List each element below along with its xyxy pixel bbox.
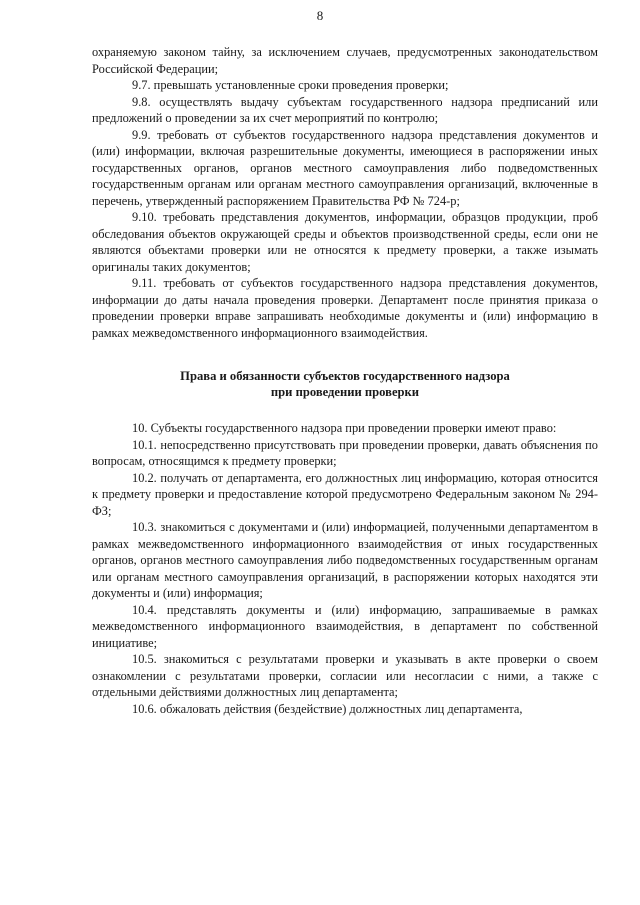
paragraph-10-5: 10.5. знакомиться с результатами проверки и указывать в акте проверки о своем ознакомлении с результатами проверки, согласии или несогласии с ними, а также с отдельными действиями должностных лиц департамента; bbox=[92, 652, 598, 699]
paragraph-10-2: 10.2. получать от департамента, его должностных лиц информацию, которая относится к предмету проверки и предоставление которой предусмотрено Федеральным законом № 294-ФЗ; bbox=[92, 470, 598, 518]
paragraph-continuation: охраняемую законом тайну, за исключением случаев, предусмотренных законодательством Российской Федерации; bbox=[92, 45, 598, 76]
paragraph-10-6: 10.6. обжаловать действия (бездействие) должностных лиц департамента, bbox=[132, 701, 523, 716]
paragraph-9-8: 9.8. осуществлять выдачу субъектам государственного надзора предписаний или предложений о проведении за их счет мероприятий по контролю; bbox=[92, 94, 598, 125]
paragraph-10-1: 10.1. непосредственно присутствовать при проведении проверки, давать объяснения по вопросам, относящимся к предмету проверки; bbox=[92, 437, 598, 468]
section-heading bbox=[92, 368, 598, 400]
section-heading-line2: при проведении проверки bbox=[270, 385, 420, 399]
paragraph-9-11: 9.11. требовать от субъектов государственного надзора представления документов, информации до даты начала проведения проверки. Департамент после принятия приказа о проведении проверки вправе запрашивать необходимые документы и (или) информацию в рамках межведомственного информационного взаимодействия. bbox=[92, 276, 598, 340]
paragraph-10-4: 10.4. представлять документы и (или) информацию, запрашиваемые в рамках межведомственного информационного взаимодействия, в департамент по собственной инициативе; bbox=[92, 602, 598, 650]
paragraph-10: 10. Субъекты государственного надзора при проведении проверки имеют право: bbox=[132, 421, 557, 435]
paragraph-9-7: 9.7. превышать установленные сроки проведения проверки; bbox=[132, 78, 449, 92]
document-body bbox=[92, 44, 598, 717]
section-heading-line1: Права и обязанности субъектов государственного надзора bbox=[180, 369, 510, 383]
paragraph-9-10: 9.10. требовать представления документов, информации, образцов продукции, проб обследования объектов окружающей среды и объектов производственной среды, если они не являются объектами проверки или не относятся к предмету проверки, а также изымать оригиналы таких документов; bbox=[92, 210, 598, 274]
paragraph-10-3: 10.3. знакомиться с документами и (или) информацией, полученными департаментом в рамках межведомственного информационного взаимодействия от иных государственных органов, органов местного самоуправления либо подведомственных государственным органам или органам местного самоуправления организаций, в распоряжении которых находятся эти документы и (или) информация; bbox=[92, 520, 598, 600]
paragraph-9-9: 9.9. требовать от субъектов государственного надзора представления документов и (или) информации, включая разрешительные документы, имеющиеся в распоряжении иных государственных органов, органов местного самоуправления либо подведомственных государственным органам или органам местного самоуправления организаций, включенные в перечень, утвержденный распоряжением Правительства РФ № 724-р; bbox=[92, 127, 598, 208]
page-number: 8 bbox=[316, 8, 324, 23]
